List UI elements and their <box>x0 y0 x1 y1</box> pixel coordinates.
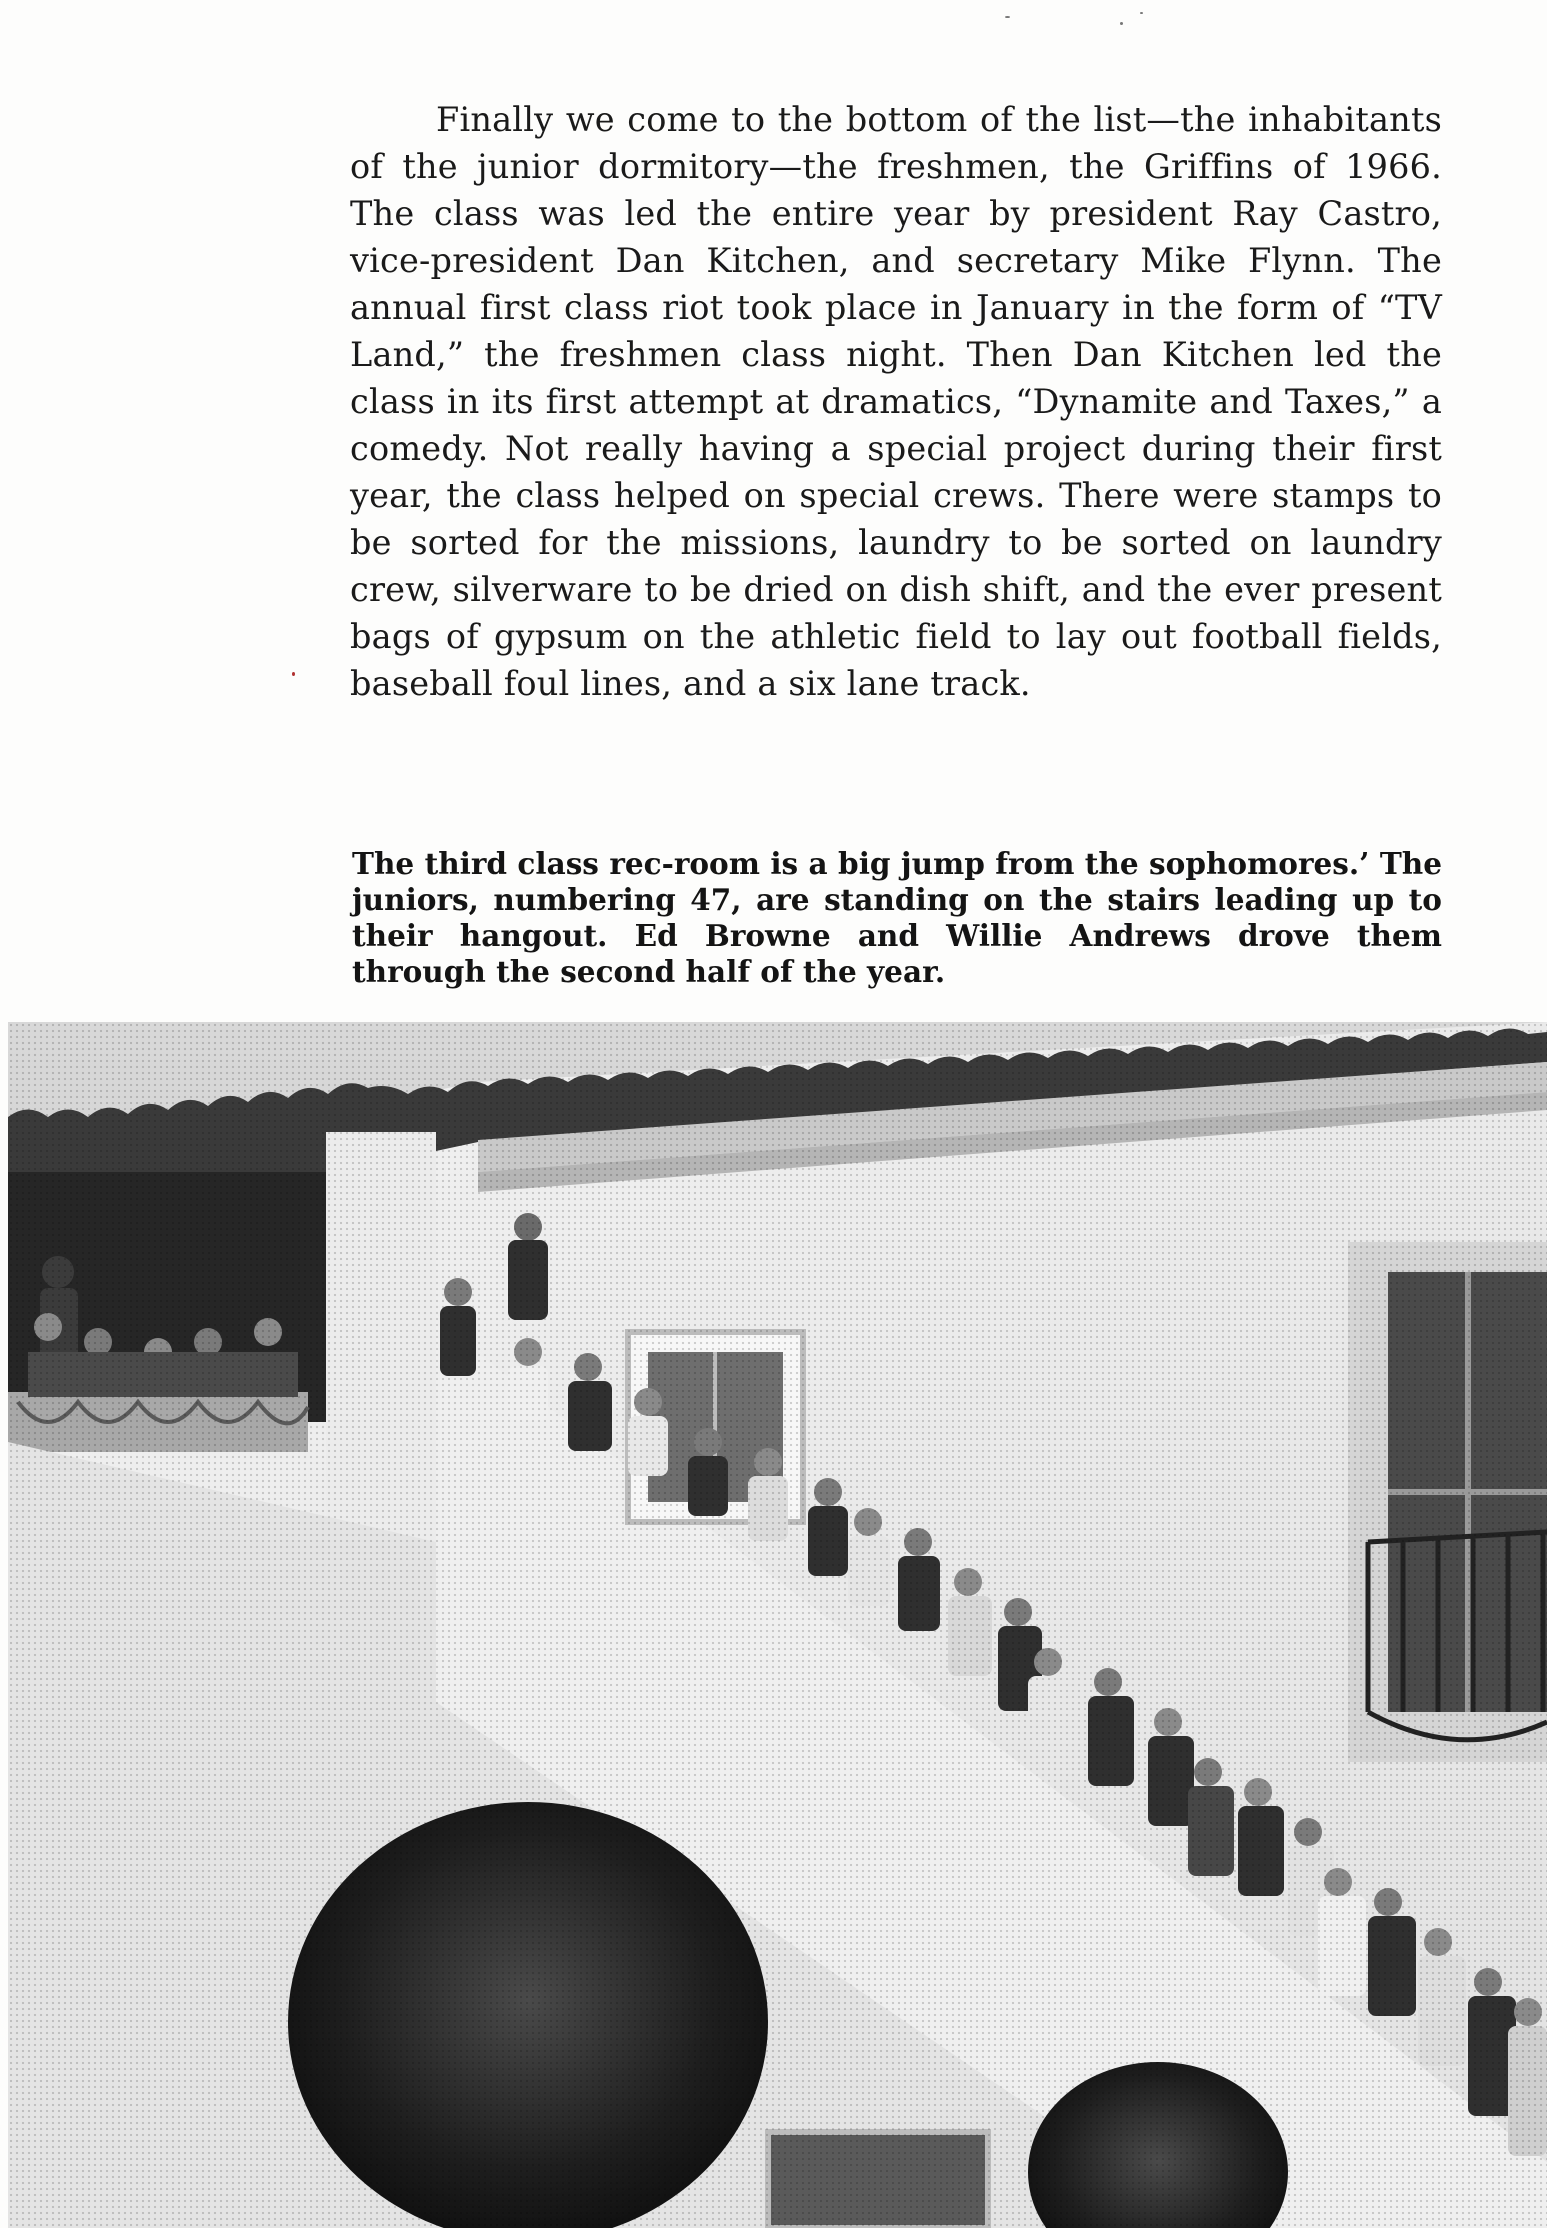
class-photo <box>8 1022 1547 2228</box>
scan-speck <box>1005 16 1010 18</box>
scan-speck <box>292 672 295 676</box>
article-paragraph: Finally we come to the bottom of the list—the inhabitants of the junior dormitory—the freshmen, the Griffins of 1966. The class was led the entire year by president Ray Castro, vice-president Dan Kitchen, and secretary Mike Flynn. The annual first class riot took place in January in the form of “TV Land,” the freshmen class night. Then Dan Kitchen led the class in its first attempt at dramatics, “Dynamite and Taxes,” a comedy. Not really having a special project during their first year, the class helped on special crews. There were stamps to be sorted for the missions, laundry to be sorted on laundry crew, silverware to be dried on dish shift, and the ever present bags of gypsum on the athletic field to lay out football fields, baseball foul lines, and a six lane track. <box>350 100 1442 703</box>
scan-speck <box>1120 22 1123 25</box>
photo-caption: The third class rec-room is a big jump from the sophomores.’ The juniors, numbering 47, are standing on the stairs leading up to their hangout. Ed Browne and Willie Andrews drove them through the second half of the year. <box>352 846 1442 989</box>
halftone-screen <box>8 1022 1547 2228</box>
scan-speck <box>1140 12 1143 14</box>
